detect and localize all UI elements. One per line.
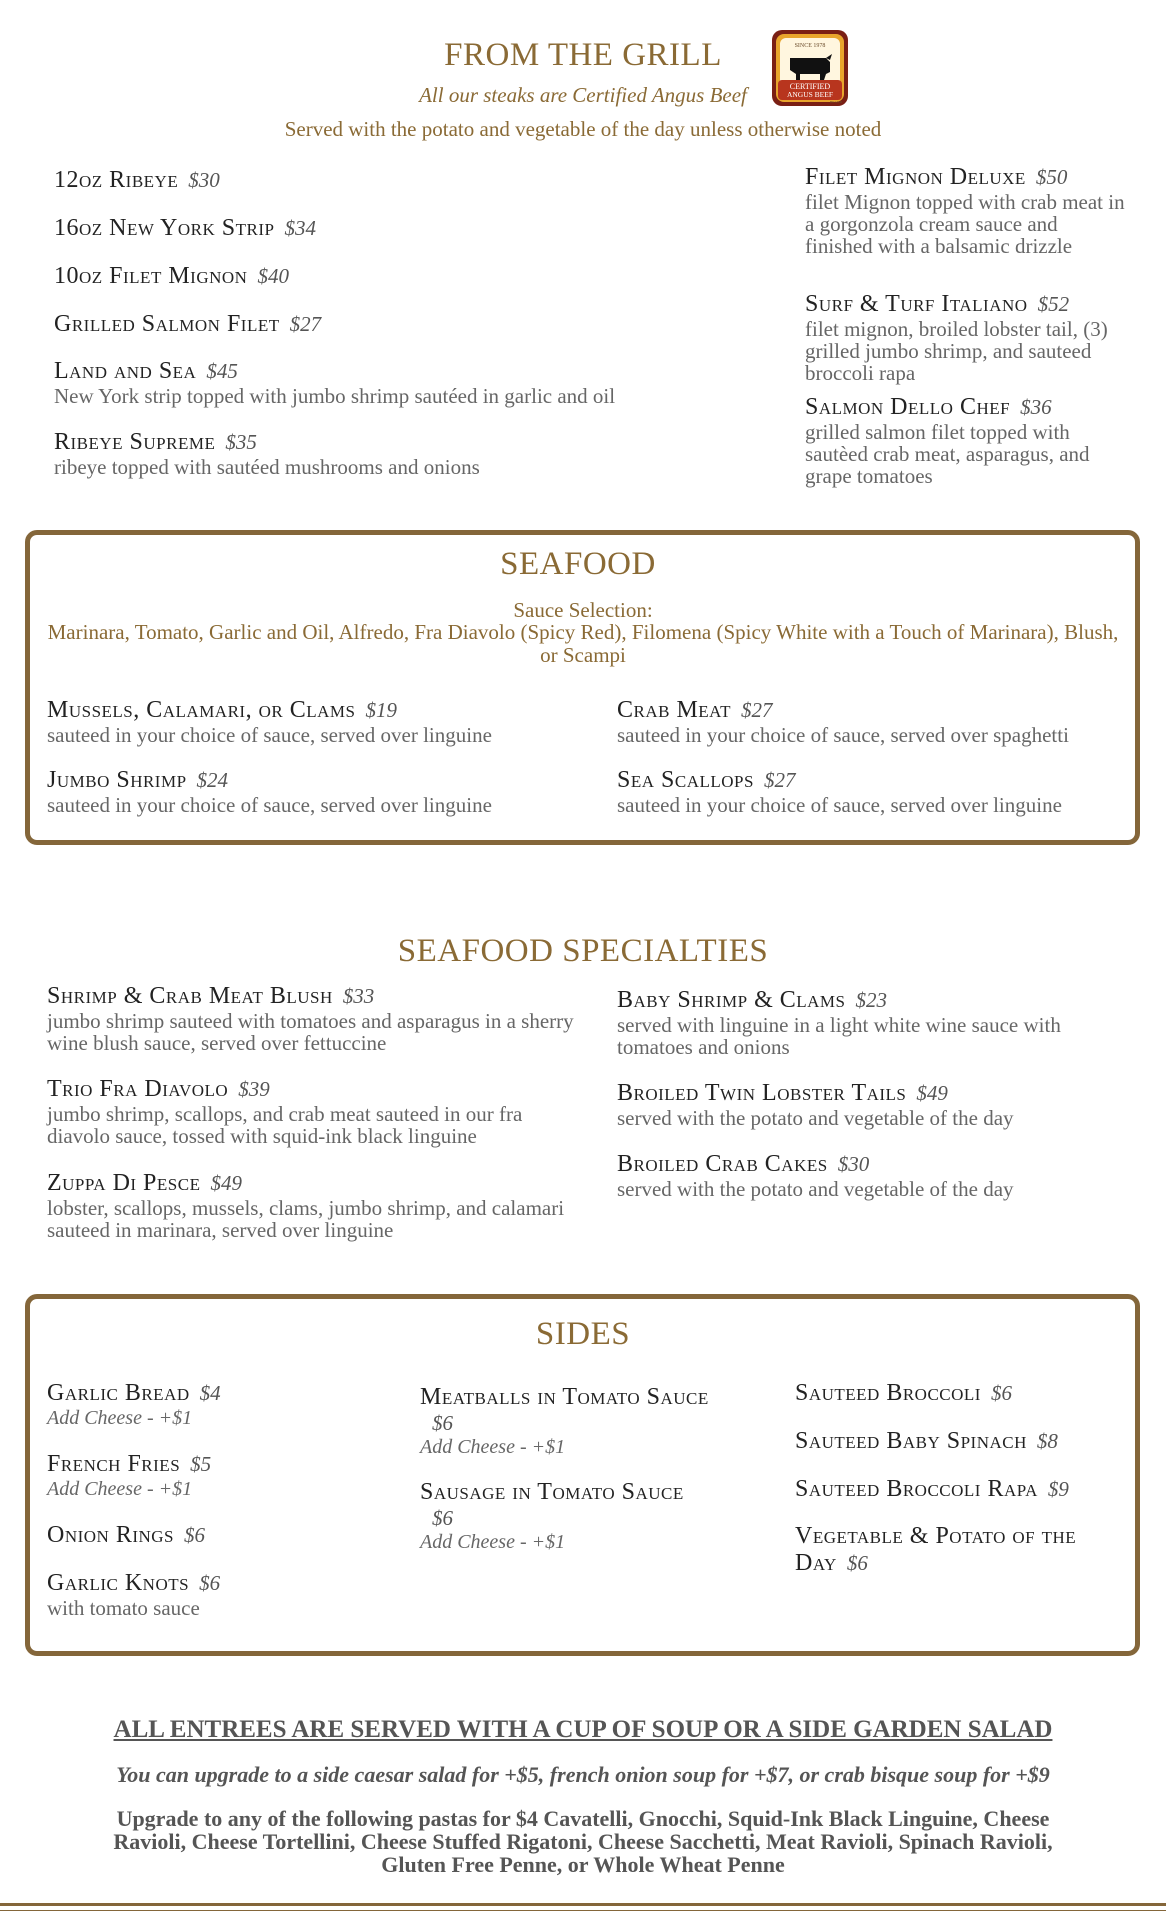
upgrade-pasta-note: Upgrade to any of the following pastas for $4 Cavatelli, Gnocchi, Squid-Ink Black Linguine, Cheese Ravioli, Cheese Tortellini, Cheese Stuffed Rigatoni, Cheese Sacchetti, Meat Ravioli, Spinach Ravioli, Gluten Free Penne, or Whole Wheat Penne [113,1806,1053,1877]
item-name: Sauteed Broccoli Rapa [795,1476,1038,1502]
item-name: French Fries [47,1451,181,1477]
item-addon: Add Cheese - +$1 [420,1531,566,1553]
seafood-item-sea-scallops [617,767,1137,816]
svg-text:ANGUS BEEF: ANGUS BEEF [786,90,834,99]
item-name: Mussels, Calamari, or Clams [47,697,356,723]
item-price: $35 [225,430,257,454]
item-price: $6 [990,1381,1012,1405]
item-price: $34 [284,216,316,240]
certified-angus-beef-logo [770,28,850,108]
item-desc: filet Mignon topped with crab meat in a gorgonzola cream sauce and finished with a balsamic drizzle [805,190,1125,258]
side-french-fries [47,1451,387,1501]
item-name: Salmon Dello Chef [805,394,1011,420]
item-name: Garlic Knots [47,1570,190,1596]
item-price: $49 [916,1081,948,1105]
item-desc: New York strip topped with jumbo shrimp sautéed in garlic and oil [54,384,616,408]
specialty-zuppa-di-pesce [47,1170,577,1241]
specialty-baby-shrimp-clams [617,987,1107,1058]
item-name: Vegetable & Potato of the Day [795,1523,1077,1576]
item-name: Ribeye Supreme [54,429,216,455]
item-price: $6 [432,1506,453,1530]
item-addon: Add Cheese - +$1 [47,1407,193,1429]
svg-text:BRAND: BRAND [829,100,843,104]
item-price: $50 [1035,165,1068,189]
specialties-title: SEAFOOD SPECIALTIES [397,933,769,969]
item-name: Sausage in Tomato Sauce [420,1479,684,1505]
item-desc: filet mignon, broiled lobster tail, (3) grilled jumbo shrimp, and sauteed broccoli rapa [805,317,1108,385]
side-garlic-knots [47,1570,387,1619]
seafood-item-crab-meat [617,697,1137,746]
side-onion-rings [47,1522,387,1549]
grill-item-salmon [54,311,321,338]
item-price: $27 [289,312,322,336]
grill-item-ny-strip [54,215,316,242]
entrees-headline: ALL ENTREES ARE SERVED WITH A CUP OF SOUP OR A SIDE GARDEN SALAD [113,1716,1053,1743]
item-price: $4 [199,1381,221,1405]
item-price: $27 [740,698,773,722]
item-name: Sauteed Broccoli [795,1380,981,1406]
item-price: $6 [432,1411,453,1435]
side-baby-spinach [795,1428,1125,1455]
item-name: Shrimp & Crab Meat Blush [47,983,333,1009]
grill-item-surf-turf [805,291,1125,384]
item-addon: Add Cheese - +$1 [47,1478,193,1500]
item-price: $6 [846,1551,868,1575]
item-desc: sauteed in your choice of sauce, served over linguine [47,723,492,747]
side-sausage [420,1479,760,1554]
item-name: Crab Meat [617,697,731,723]
item-price: $49 [210,1171,242,1195]
item-price: $23 [855,988,888,1012]
item-price: $19 [365,698,397,722]
specialty-shrimp-crab-blush [47,983,577,1054]
grill-item-filet-deluxe [805,164,1125,257]
item-name: Meatballs in Tomato Sauce [420,1384,709,1410]
item-price: $6 [199,1571,221,1595]
item-desc: served with the potato and vegetable of the day [617,1177,1014,1201]
item-desc: lobster, scallops, mussels, clams, jumbo shrimp, and calamari sauteed in marinara, served over linguine [47,1196,565,1242]
side-garlic-bread [47,1380,387,1430]
specialty-lobster-tails [617,1080,1137,1129]
grill-item-ribeye-supreme [54,429,714,478]
item-name: 16oz New York Strip [54,215,275,241]
item-name: Zuppa Di Pesce [47,1170,201,1196]
item-price: $30 [188,168,220,192]
item-price: $33 [342,984,375,1008]
item-name: Filet Mignon Deluxe [805,164,1026,190]
item-name: 10oz Filet Mignon [54,263,248,289]
seafood-title: SEAFOOD [500,546,656,582]
bottom-divider-thin [0,1910,1166,1911]
seafood-item-mussels [47,697,587,746]
item-desc: served with linguine in a light white wine sauce with tomatoes and onions [617,1013,1061,1059]
item-name: Sauteed Baby Spinach [795,1428,1027,1454]
sides-title: SIDES [535,1316,631,1352]
bottom-divider [0,1903,1166,1906]
item-price: $52 [1037,292,1070,316]
item-name: Land and Sea [54,358,197,384]
item-price: $6 [184,1523,206,1547]
item-name: Trio Fra Diavolo [47,1076,229,1102]
grill-item-ribeye [54,167,220,194]
item-name: Garlic Bread [47,1380,190,1406]
item-addon: Add Cheese - +$1 [420,1436,566,1458]
sauce-selection-list: Marinara, Tomato, Garlic and Oil, Alfredo, Fra Diavolo (Spicy Red), Filomena (Spicy White with a Touch of Marinara), Blush, or Scampi [47,620,1119,667]
item-desc: sauteed in your choice of sauce, served over linguine [47,793,492,817]
grill-item-filet-mignon [54,263,289,290]
item-name: 12oz Ribeye [54,167,179,193]
item-price: $24 [196,768,229,792]
item-price: $27 [763,768,796,792]
side-broccoli-rapa [795,1476,1125,1503]
item-desc: served with the potato and vegetable of the day [617,1106,1014,1130]
item-name: Baby Shrimp & Clams [617,987,846,1013]
item-desc: grilled salmon filet topped with sautèed crab meat, asparagus, and grape tomatoes [805,420,1090,488]
sauce-selection-label: Sauce Selection: [513,598,653,622]
item-name: Broiled Twin Lobster Tails [617,1080,907,1106]
seafood-item-jumbo-shrimp [47,767,587,816]
item-desc: with tomato sauce [47,1596,200,1620]
grill-item-land-and-sea [54,358,714,407]
grill-note: Served with the potato and vegetable of the day unless otherwise noted [284,117,882,141]
item-price: $8 [1036,1429,1058,1453]
svg-text:SINCE 1978: SINCE 1978 [794,43,826,49]
item-price: $9 [1047,1477,1069,1501]
item-name: Sea Scallops [617,767,754,793]
svg-text:CERTIFIED: CERTIFIED [789,82,831,91]
item-name: Grilled Salmon Filet [54,311,280,337]
item-price: $40 [257,264,289,288]
grill-subtitle: All our steaks are Certified Angus Beef [419,83,747,107]
item-desc: sauteed in your choice of sauce, served over spaghetti [617,723,1069,747]
side-vegetable-potato [795,1524,1125,1578]
side-meatballs [420,1384,760,1459]
item-price: $39 [238,1077,270,1101]
item-desc: ribeye topped with sautéed mushrooms and onions [54,455,480,479]
item-name: Broiled Crab Cakes [617,1151,828,1177]
item-name: Onion Rings [47,1522,175,1548]
grill-title: FROM THE GRILL [444,37,722,73]
item-desc: sauteed in your choice of sauce, served over linguine [617,793,1062,817]
upgrade-soup-note: You can upgrade to a side caesar salad for +$5, french onion soup for +$7, or crab bisque soup for +$9 [116,1762,1050,1787]
grill-item-salmon-dello-chef [805,394,1125,487]
item-desc: jumbo shrimp sauteed with tomatoes and asparagus in a sherry wine blush sauce, served over fettuccine [47,1009,574,1055]
specialty-trio-fra-diavolo [47,1076,577,1147]
specialty-crab-cakes [617,1151,1137,1200]
item-desc: jumbo shrimp, scallops, and crab meat sauteed in our fra diavolo sauce, tossed with squid-ink black linguine [47,1102,523,1148]
item-name: Jumbo Shrimp [47,767,187,793]
item-price: $45 [206,359,238,383]
item-price: $36 [1020,395,1052,419]
item-name: Surf & Turf Italiano [805,291,1028,317]
side-sauteed-broccoli [795,1380,1125,1407]
item-price: $30 [837,1152,870,1176]
item-price: $5 [190,1452,212,1476]
